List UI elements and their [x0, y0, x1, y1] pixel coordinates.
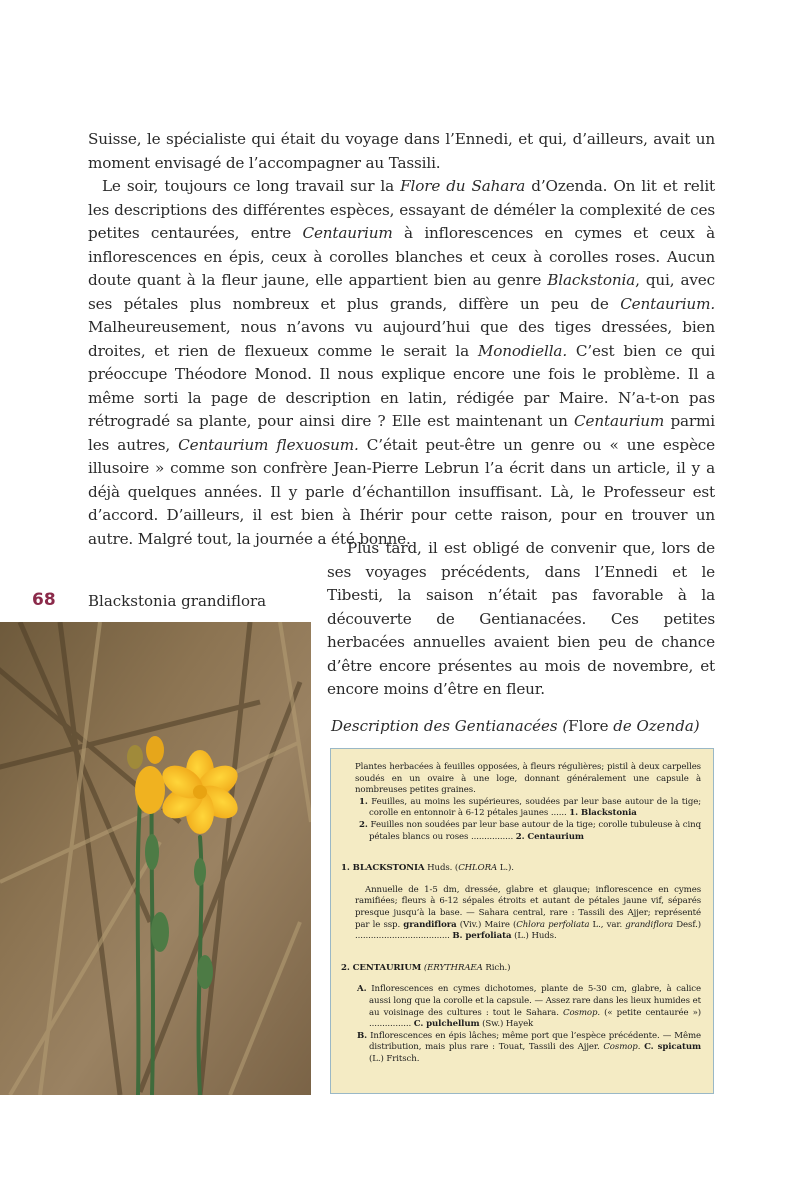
flora-title: Description des Gentianacées (Flore de Ozenda) — [331, 717, 700, 735]
flora-intro: Plantes herbacées à feuilles opposées, à fleurs régulières; pistil à deux carpelles soudés en un ovaire à une loge, donnant généralement une capsule à nombreuses petites graines. — [355, 762, 701, 796]
page-number: 68 — [32, 590, 56, 610]
flora-excerpt — [330, 748, 714, 1094]
flora-genus-2: 2. CENTAURIUM (ERYTHRAEA Rich.) — [341, 962, 511, 973]
flora-genus-1-desc: Annuelle de 1-5 dm, dressée, glabre et glauque; inflorescence en cymes ramifiées; fleurs à 6-12 sépales étroits et autant de pétales jaune vif, séparés presque jusqu’à la base. — Sahara central, rare : Tassili des Ajjer; représenté par le ssp. grandiflora (Viv.) Maire (Chlora perfoliata L., var. grandiflora Desf.) .................................... B. perfoliata (L.) Huds. — [355, 884, 701, 942]
flora-genus-1: 1. BLACKSTONIA Huds. (CHLORA L.). — [341, 863, 514, 874]
paragraph-1: Suisse, le spécialiste qui était du voyage dans l’Ennedi, et qui, d’ailleurs, avait un moment envisagé de l’accompagner au Tassili. — [88, 130, 715, 172]
flora-key-2: 2. Feuilles non soudées par leur base autour de la tige; corolle tubuleuse à cinq pétales blancs ou roses ................ 2. Centaurium — [359, 819, 701, 842]
main-text — [88, 128, 715, 551]
photo-caption: Blackstonia grandiflora — [88, 592, 267, 610]
blackstonia-photo — [0, 622, 311, 1095]
flora-key-a: A. Inflorescences en cymes dichotomes, plante de 5-30 cm, glabre, à calice aussi long que la corolle et la capsule. — Assez rare dans les lieux humides et au voisinage des cultures : tout le Sahara. Cosmop. (« petite centaurée ») ................ C. pulchellum (Sw.) Hayek — [357, 984, 701, 1030]
paragraph-2: Le soir, toujours ce long travail sur la Flore du Sahara d’Ozenda. On lit et relit les descriptions des différentes espèces, essayant de déméler la complexité de ces petites centaurées, entre Centaurium à inflorescences en cymes et ceux à inflorescences en épis, ceux à corolles blanches et ceux à corolles roses. Aucun doute quant à la fleur jaune, elle appartient bien au genre Blackstonia, qui, avec ses pétales plus nombreux et plus grands, diffère un peu de Centaurium. Malheureusement, nous n’avons vu aujourd’hui que des tiges dressées, bien droites, et rien de flexueux comme le serait la Monodiella. C’est bien ce qui préoccupe Théodore Monod. Il nous explique encore une fois le problème. Il a même sorti la page de description en latin, rédigée par Maire. N’a-t-on pas rétrogradé sa plante, pour ainsi dire ? Elle est maintenant un Centaurium parmi les autres, Centaurium flexuosum. C’était peut-être un genre ou « une espèce illusoire » comme son confrère Jean-Pierre Lebrun l’a écrit dans un article, il y a déjà quelques années. Il y parle d’échantillon insuffisant. Là, le Professeur est d’accord. D’ailleurs, il est bien à Ihérir pour cette raison, pour en trouver un autre. Malgré tout, la journée a été bonne. — [88, 177, 715, 548]
flora-key-b: B. Inflorescences en épis lâches; même port que l’espèce précédente. — Même distribution, mais plus rare : Touat, Tassili des Ajjer. Cosmop. C. spicatum (L.) Fritsch. — [357, 1030, 701, 1064]
paragraph-3: Plus tard, il est obligé de convenir que, lors de ses voyages précédents, dans l’Ennedi et le Tibesti, la saison n’était pas favorable à la découverte de Gentianacées. Ces petites herbacées annuelles avaient bien peu de chance d’être encore présentes au mois de novembre, et encore moins d’être en fleur. — [327, 539, 715, 698]
flora-key-1: 1. Feuilles, au moins les supérieures, soudées par leur base autour de la tige; corolle en entonnoir à 6-12 pétales jaunes ...... 1. Blackstonia — [359, 796, 701, 819]
